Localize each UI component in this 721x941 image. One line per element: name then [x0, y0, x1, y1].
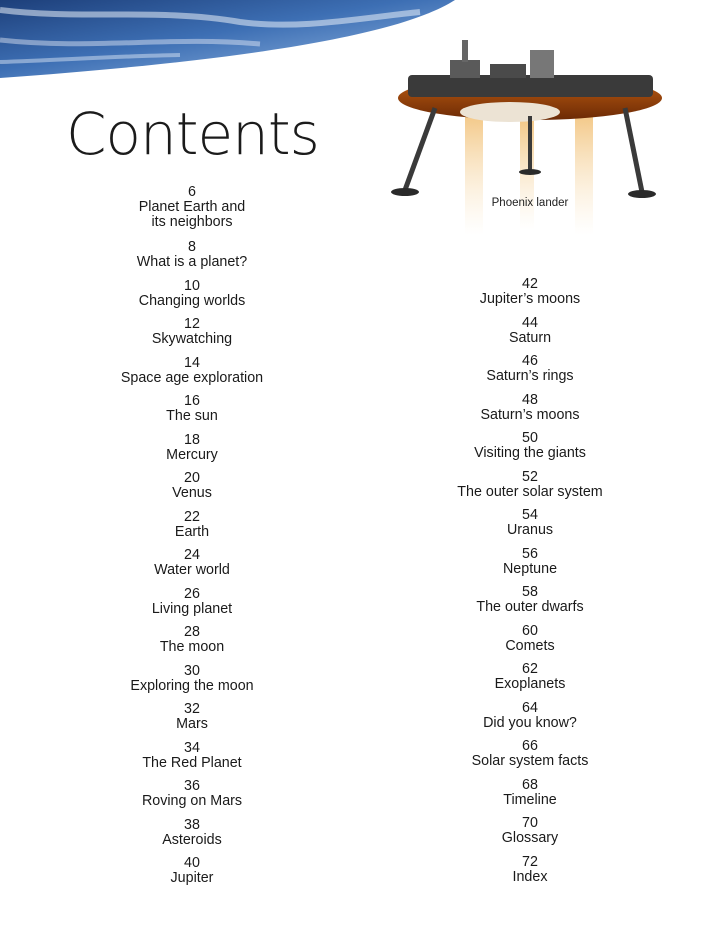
toc-entry-title: Earth — [174, 523, 210, 540]
toc-page-number: 48 — [522, 391, 538, 408]
image-caption: Phoenix lander — [491, 197, 569, 209]
toc-entry-title: Mercury — [166, 446, 218, 463]
toc-entry — [92, 818, 292, 848]
toc-entry — [430, 624, 630, 654]
toc-entry-title: The moon — [159, 639, 225, 655]
toc-entry-title: Exploring the moon — [130, 677, 254, 694]
toc-entry-title: Water world — [154, 562, 230, 578]
toc-page-number: 26 — [184, 585, 200, 602]
toc-entry-title: Skywatching — [151, 331, 233, 347]
toc-entry — [92, 664, 292, 694]
toc-entry — [430, 662, 630, 692]
toc-entry-title: Neptune — [502, 560, 558, 577]
toc-entry — [92, 240, 292, 270]
toc-page-number: 46 — [522, 353, 538, 369]
toc-entry — [430, 585, 630, 615]
toc-entry — [430, 354, 630, 384]
toc-entry-title: Glossary — [501, 830, 559, 846]
toc-entry — [92, 702, 292, 732]
toc-entry-title: Planet Earth and its neighbors — [138, 199, 246, 230]
toc-entry — [430, 816, 630, 846]
toc-page-number: 34 — [184, 739, 200, 756]
toc-page-number: 56 — [522, 545, 538, 562]
toc-page-number: 28 — [184, 624, 200, 640]
toc-page-number: 50 — [522, 430, 538, 446]
toc-entry-title: Asteroids — [162, 831, 222, 848]
toc-entry — [430, 739, 630, 769]
toc-page-number: 6 — [188, 184, 196, 200]
toc-page-number: 10 — [184, 277, 200, 294]
toc-entry — [430, 547, 630, 577]
toc-entry — [430, 431, 630, 461]
toc-page-number: 68 — [522, 776, 538, 793]
toc-entry — [430, 470, 630, 500]
toc-entry-title: Did you know? — [483, 714, 577, 731]
toc-entry-title: Saturn’s rings — [486, 368, 574, 384]
toc-entry-title: Saturn’s moons — [480, 406, 580, 423]
toc-entry-title: Solar system facts — [471, 753, 589, 769]
toc-entry-title: Venus — [172, 485, 212, 501]
toc-page-number: 20 — [184, 470, 200, 486]
toc-entry — [430, 855, 630, 885]
toc-entry-title: Exoplanets — [494, 676, 566, 692]
toc-entry-title: Living planet — [151, 600, 233, 617]
toc-entry — [92, 548, 292, 578]
toc-entry — [92, 510, 292, 540]
toc-entry — [430, 393, 630, 423]
toc-entry — [92, 433, 292, 463]
toc-entry-title: What is a planet? — [136, 254, 248, 270]
toc-entry — [92, 356, 292, 386]
toc-entry-title: The outer solar system — [457, 483, 603, 500]
toc-entry-title: Visiting the giants — [474, 445, 586, 461]
toc-entry-title: Mars — [176, 716, 208, 732]
toc-entry-title: The Red Planet — [142, 754, 242, 771]
toc-page-number: 54 — [522, 507, 538, 523]
toc-entry-title: Roving on Mars — [141, 793, 243, 809]
toc-page-number: 72 — [522, 853, 538, 870]
toc-column-left — [92, 185, 292, 895]
toc-page-number: 58 — [522, 584, 538, 600]
toc-entry — [92, 279, 292, 309]
toc-entry — [92, 741, 292, 771]
toc-page-number: 62 — [522, 661, 538, 677]
toc-page-number: 70 — [522, 815, 538, 831]
toc-page-number: 52 — [522, 468, 538, 485]
toc-entry-title: Uranus — [506, 522, 554, 538]
toc-page-number: 38 — [184, 816, 200, 833]
toc-entry — [92, 856, 292, 886]
toc-entry — [92, 625, 292, 655]
toc-entry-title: Comets — [505, 637, 555, 654]
toc-page-number: 36 — [184, 778, 200, 794]
toc-page-number: 12 — [184, 316, 200, 332]
phoenix-lander-image — [380, 20, 680, 250]
toc-entry — [430, 508, 630, 538]
toc-page-number: 24 — [184, 547, 200, 563]
toc-page-number: 64 — [522, 699, 538, 716]
toc-entry — [92, 317, 292, 347]
toc-entry-title: Space age exploration — [120, 369, 264, 386]
toc-page-number: 40 — [184, 855, 200, 871]
toc-entry — [92, 587, 292, 617]
toc-entry — [92, 185, 292, 230]
toc-entry-title: Index — [512, 868, 548, 885]
toc-page-number: 14 — [184, 354, 200, 371]
toc-entry-title: Timeline — [503, 791, 557, 808]
toc-page-number: 8 — [188, 239, 196, 255]
toc-entry — [430, 277, 630, 307]
toc-page-number: 42 — [522, 276, 538, 292]
toc-page-number: 44 — [522, 314, 538, 331]
toc-page-number: 60 — [522, 622, 538, 639]
toc-column-right — [430, 277, 630, 893]
toc-entry — [430, 778, 630, 808]
toc-entry-title: Jupiter’s moons — [479, 291, 581, 307]
toc-entry — [430, 701, 630, 731]
toc-page-number: 22 — [184, 508, 200, 525]
toc-page-number: 18 — [184, 431, 200, 448]
toc-page-number: 30 — [184, 662, 200, 679]
page-title: Contents — [66, 100, 319, 168]
toc-page-number: 32 — [184, 701, 200, 717]
toc-entry-title: Changing worlds — [138, 292, 246, 309]
toc-entry — [92, 394, 292, 424]
toc-entry — [430, 316, 630, 346]
toc-page-number: 16 — [184, 393, 200, 409]
toc-entry-title: Saturn — [508, 329, 552, 346]
toc-entry-title: The outer dwarfs — [476, 599, 584, 615]
toc-entry-title: The sun — [166, 408, 218, 424]
toc-page-number: 66 — [522, 738, 538, 754]
toc-entry — [92, 779, 292, 809]
toc-entry-title: Jupiter — [170, 870, 214, 886]
toc-entry — [92, 471, 292, 501]
